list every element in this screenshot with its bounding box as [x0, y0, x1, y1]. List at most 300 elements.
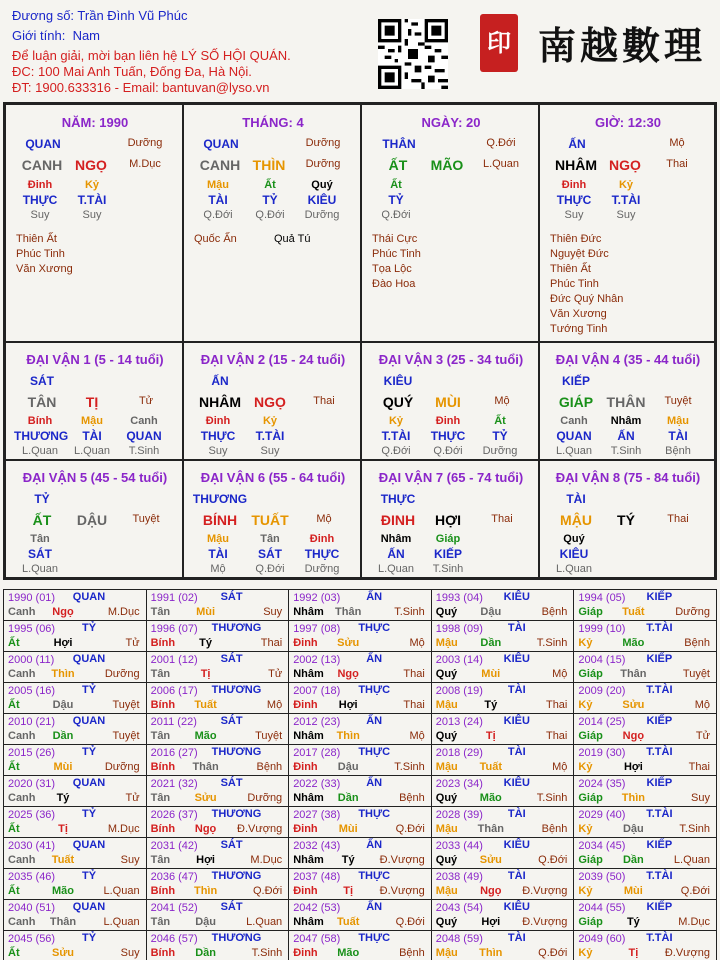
hidden-life: Suy	[564, 209, 584, 221]
year-cell[interactable]	[146, 807, 289, 838]
year-cell[interactable]	[431, 652, 574, 683]
year-branch: Thìn	[193, 885, 218, 897]
year-life: T.Sinh	[679, 823, 710, 835]
year-stem: Mậu	[435, 885, 458, 897]
year-life: Thai	[545, 699, 568, 711]
year-row	[4, 683, 717, 714]
year-cell[interactable]	[574, 838, 717, 869]
year-god: KIÊU	[503, 715, 530, 727]
year-label: 1991 (02)	[150, 592, 198, 604]
year-cell-box	[289, 900, 431, 930]
dai-van-8[interactable]	[539, 460, 715, 578]
pillar-branch-life: M.Dục	[129, 158, 161, 170]
pillar-branch: NGỌ	[75, 157, 107, 173]
year-branch: Dần	[195, 947, 216, 959]
year-stem: Quý	[435, 916, 458, 928]
year-stem: Mậu	[435, 637, 458, 649]
year-god: KIÊU	[503, 777, 530, 789]
year-god: T.TÀI	[646, 684, 673, 696]
year-cell-box	[574, 590, 716, 620]
year-label: 2048 (59)	[435, 933, 483, 945]
year-stem: Canh	[8, 606, 36, 618]
year-cell[interactable]	[146, 621, 289, 652]
year-cell[interactable]	[4, 714, 147, 745]
pillar-stem: CANH	[21, 157, 63, 173]
year-branch: Tý	[341, 854, 355, 866]
year-label: 2025 (36)	[8, 809, 56, 821]
year-cell[interactable]	[574, 621, 717, 652]
gender-line: Giới tính: Nam	[12, 28, 101, 43]
pillar-stem-life: Mộ	[669, 137, 685, 149]
dai-van-title: ĐẠI VẬN 3 (25 - 34 tuổi)	[378, 352, 524, 367]
year-stem: Canh	[8, 792, 36, 804]
hidden-stem: Kỷ	[388, 415, 404, 427]
year-stem: Canh	[8, 916, 36, 928]
year-god: KIÊU	[503, 839, 530, 851]
year-row	[4, 931, 717, 960]
year-god: TỶ	[81, 684, 97, 696]
year-cell[interactable]	[431, 776, 574, 807]
year-cell-box	[4, 621, 146, 651]
year-branch: Hợi	[338, 699, 358, 711]
year-cell-box	[4, 590, 146, 620]
hidden-god: ẤN	[617, 429, 635, 443]
dai-van-title: ĐẠI VẬN 8 (75 - 84 tuổi)	[555, 470, 701, 485]
year-cell-box	[147, 745, 289, 775]
hidden-life: Dưỡng	[482, 445, 518, 457]
year-life: T.Sinh	[536, 637, 568, 649]
year-cell[interactable]	[289, 652, 432, 683]
hidden-life: Q.Đới	[203, 209, 233, 221]
year-life: L.Quan	[246, 916, 283, 928]
year-cell-box	[289, 838, 431, 868]
year-cell[interactable]	[4, 745, 147, 776]
year-life: Thai	[260, 637, 283, 649]
year-life: M.Dục	[107, 823, 140, 835]
dai-van-branch-life: Thai	[313, 395, 335, 407]
dai-van-branch-life: Mộ	[494, 395, 510, 407]
dai-van-god: KIÊU	[383, 374, 413, 388]
year-life: L.Quan	[103, 916, 140, 928]
year-label: 2021 (32)	[150, 778, 198, 790]
year-cell[interactable]	[4, 621, 147, 652]
year-god: TỶ	[81, 746, 97, 758]
dai-van-branch: NGỌ	[254, 394, 286, 410]
year-stem: Nhâm	[293, 730, 324, 742]
year-cell[interactable]	[431, 838, 574, 869]
year-label: 2029 (40)	[578, 809, 626, 821]
dai-van-2[interactable]	[183, 342, 361, 460]
hidden-god: KIẾP	[433, 547, 462, 561]
year-cell-box	[432, 683, 574, 713]
year-stem: Quý	[435, 854, 458, 866]
year-branch: Mùi	[196, 606, 216, 618]
dai-van-stem: GIÁP	[558, 394, 594, 410]
year-life: Mộ	[266, 699, 283, 711]
dai-van-stem: NHÂM	[199, 394, 241, 410]
year-label: 2035 (46)	[8, 871, 56, 883]
year-cell[interactable]	[431, 807, 574, 838]
year-branch: Tý	[484, 699, 498, 711]
year-cell[interactable]	[289, 869, 432, 900]
hidden-stem: Đinh	[27, 179, 53, 191]
year-cell-box	[574, 745, 716, 775]
year-cell[interactable]	[574, 714, 717, 745]
hidden-god: TÀI	[82, 429, 102, 443]
year-life: Đ.Vượng	[237, 823, 283, 835]
year-cell-box	[147, 776, 289, 806]
year-cell-box	[432, 714, 574, 744]
year-cell[interactable]	[289, 683, 432, 714]
year-branch: Thìn	[621, 792, 645, 804]
year-life: Tử	[125, 792, 140, 804]
dai-van-god: SÁT	[30, 374, 54, 388]
year-cell-box	[574, 900, 716, 930]
year-god: QUAN	[72, 901, 106, 913]
year-branch: Mão	[194, 730, 217, 742]
hidden-stem: Kỷ	[84, 179, 100, 191]
year-stem: Bính	[150, 637, 176, 649]
hidden-stem: Kỷ	[618, 179, 634, 191]
year-life: Dưỡng	[247, 792, 283, 804]
year-cell[interactable]	[4, 683, 147, 714]
year-cell[interactable]	[574, 652, 717, 683]
year-god: SÁT	[220, 839, 243, 851]
year-god: THỰC	[358, 684, 391, 696]
hidden-god: SÁT	[28, 547, 52, 561]
year-god: SÁT	[220, 591, 243, 603]
dai-van-6[interactable]	[183, 460, 361, 578]
hidden-life: L.Quan	[555, 445, 593, 457]
year-cell-box	[289, 807, 431, 837]
year-branch: Dậu	[52, 699, 74, 711]
year-label: 2037 (48)	[293, 871, 341, 883]
hidden-life: Q.Đới	[255, 563, 285, 575]
hidden-life: L.Quan	[555, 563, 593, 575]
year-cell-box	[432, 869, 574, 899]
year-cell[interactable]	[431, 683, 574, 714]
hidden-god: THỰC	[304, 547, 340, 561]
year-stem: Kỷ	[578, 885, 593, 897]
qr-code-icon[interactable]	[378, 19, 448, 89]
year-label: 1998 (09)	[435, 623, 483, 635]
hidden-stem: Canh	[560, 415, 588, 427]
year-label: 2023 (34)	[435, 778, 483, 790]
pillar-stem-god: THÂN	[382, 137, 416, 151]
year-life: Tử	[125, 637, 140, 649]
calligraphy-logo: 南越數理	[538, 23, 707, 68]
annual-luck-table	[3, 589, 717, 960]
year-god: TÀI	[507, 808, 526, 820]
year-cell[interactable]	[574, 590, 717, 621]
year-cell[interactable]	[289, 714, 432, 745]
year-cell[interactable]	[4, 590, 147, 621]
year-branch: Dậu	[337, 761, 359, 773]
dai-van-7[interactable]	[361, 460, 539, 578]
year-cell-box	[4, 776, 146, 806]
shensha-star: Quốc Ấn	[194, 233, 237, 245]
year-label: 2017 (28)	[293, 747, 341, 759]
year-cell[interactable]	[289, 745, 432, 776]
year-cell[interactable]	[431, 590, 574, 621]
year-label: 2009 (20)	[578, 685, 626, 697]
dai-van-title: ĐẠI VẬN 2 (15 - 24 tuổi)	[200, 352, 346, 367]
year-cell[interactable]	[574, 900, 717, 931]
year-god: T.TÀI	[646, 622, 673, 634]
hidden-god: KIÊU	[307, 193, 337, 207]
dai-van-1[interactable]	[5, 342, 183, 460]
year-cell[interactable]	[289, 590, 432, 621]
dai-van-5[interactable]	[5, 460, 183, 578]
year-cell[interactable]	[289, 838, 432, 869]
year-cell[interactable]	[289, 621, 432, 652]
hidden-god: TÀI	[208, 193, 228, 207]
year-cell[interactable]	[289, 776, 432, 807]
hidden-stem: Ất	[494, 415, 506, 427]
hidden-stem: Nhâm	[610, 415, 642, 427]
year-stem: Giáp	[578, 792, 603, 804]
hidden-god: TÀI	[208, 547, 228, 561]
year-label: 1994 (05)	[578, 592, 626, 604]
year-branch: Tị	[628, 947, 639, 959]
year-cell[interactable]	[146, 900, 289, 931]
year-cell[interactable]	[146, 683, 289, 714]
year-branch: Tị	[485, 730, 496, 742]
year-cell-box	[147, 621, 289, 651]
year-stem: Đinh	[293, 947, 318, 959]
year-cell[interactable]	[431, 869, 574, 900]
year-cell[interactable]	[431, 745, 574, 776]
year-cell[interactable]	[4, 838, 147, 869]
year-cell[interactable]	[431, 931, 574, 960]
year-life: Suy	[120, 947, 140, 959]
year-cell[interactable]	[4, 807, 147, 838]
dai-van-3[interactable]	[361, 342, 539, 460]
year-god: TÀI	[507, 870, 526, 882]
hidden-stem: Đinh	[561, 179, 587, 191]
year-life: Mộ	[694, 699, 710, 711]
dai-van-branch-life: Thai	[667, 513, 689, 525]
year-branch: Thân	[192, 761, 219, 773]
year-god: THƯƠNG	[211, 684, 262, 696]
year-label: 2018 (29)	[435, 747, 483, 759]
hidden-stem: Đinh	[205, 415, 231, 427]
year-life: L.Quan	[103, 885, 140, 897]
hidden-life: T.Sinh	[128, 445, 160, 457]
year-branch: Dậu	[622, 823, 644, 835]
hidden-stem: Ất	[264, 179, 276, 191]
year-god: TÀI	[507, 932, 526, 944]
year-life: Bệnh	[399, 792, 425, 804]
year-stem: Ất	[8, 761, 20, 773]
year-cell[interactable]	[4, 776, 147, 807]
year-cell-box	[574, 776, 716, 806]
shensha-star: Phúc Tinh	[550, 278, 599, 290]
year-god: KIÊU	[503, 901, 530, 913]
year-life: Mộ	[552, 761, 568, 773]
year-life: Q.Đới	[395, 823, 425, 835]
year-life: Đ.Vượng	[664, 947, 710, 959]
year-cell[interactable]	[431, 900, 574, 931]
year-cell[interactable]	[289, 900, 432, 931]
pillar-stem-god: QUAN	[203, 137, 239, 151]
year-stem: Tân	[150, 730, 171, 742]
year-life: Dưỡng	[104, 668, 140, 680]
year-branch: Mão	[337, 947, 360, 959]
year-label: 2049 (60)	[578, 933, 626, 945]
year-cell-box	[147, 683, 289, 713]
year-god: THƯƠNG	[211, 870, 262, 882]
year-cell-box	[147, 869, 289, 899]
year-god: ẤN	[366, 591, 383, 603]
year-branch: Thân	[620, 668, 647, 680]
year-life: Tử	[268, 668, 283, 680]
pillar-0	[5, 104, 183, 342]
year-cell[interactable]	[146, 745, 289, 776]
pillar-branch-life: Thai	[666, 158, 688, 170]
hidden-god: TỶ	[388, 193, 404, 207]
year-god: THỰC	[358, 808, 391, 820]
year-stem: Kỷ	[578, 947, 593, 959]
year-cell[interactable]	[4, 931, 147, 960]
year-cell-box	[574, 621, 716, 651]
year-cell-box	[4, 869, 146, 899]
year-cell[interactable]	[574, 745, 717, 776]
year-cell[interactable]	[146, 652, 289, 683]
hidden-life: Dưỡng	[304, 563, 340, 575]
hidden-stem: Tân	[30, 533, 50, 545]
year-cell[interactable]	[574, 931, 717, 960]
hidden-god: THƯƠNG	[14, 429, 69, 443]
year-god: QUAN	[72, 591, 106, 603]
year-cell[interactable]	[574, 776, 717, 807]
year-label: 2003 (14)	[435, 654, 483, 666]
year-life: Tử	[695, 730, 710, 742]
year-god: T.TÀI	[646, 932, 673, 944]
year-stem: Kỷ	[578, 823, 593, 835]
year-cell[interactable]	[431, 621, 574, 652]
year-branch: Tý	[199, 637, 213, 649]
year-cell[interactable]	[574, 807, 717, 838]
year-stem: Tân	[150, 916, 171, 928]
year-cell[interactable]	[289, 931, 432, 960]
year-cell[interactable]	[574, 869, 717, 900]
year-cell[interactable]	[574, 683, 717, 714]
year-stem: Bính	[150, 885, 176, 897]
year-cell[interactable]	[4, 869, 147, 900]
hidden-stem: Giáp	[435, 533, 461, 545]
hidden-god: THỰC	[556, 193, 592, 207]
year-life: Q.Đới	[680, 885, 710, 897]
dai-van-branch-life: Tuyệt	[664, 395, 692, 407]
year-life: Bệnh	[684, 637, 710, 649]
year-branch: Tuất	[51, 854, 75, 866]
year-god: ẤN	[366, 777, 383, 789]
year-stem: Nhâm	[293, 854, 324, 866]
year-branch: Tý	[56, 792, 70, 804]
dai-van-branch: DẬU	[76, 512, 108, 528]
year-branch: Sửu	[337, 637, 360, 649]
dai-van-branch: THÂN	[606, 394, 646, 410]
year-stem: Giáp	[578, 916, 603, 928]
year-stem: Ất	[8, 947, 20, 959]
year-cell-box	[147, 714, 289, 744]
year-branch: Dần	[480, 637, 502, 649]
year-cell[interactable]	[146, 590, 289, 621]
hidden-life: Q.Đới	[255, 209, 285, 221]
year-god: QUAN	[72, 839, 106, 851]
year-cell[interactable]	[146, 714, 289, 745]
hidden-life: Q.Đới	[433, 445, 463, 457]
shensha-star: Thiên Đức	[550, 233, 602, 245]
year-cell[interactable]	[431, 714, 574, 745]
year-cell-box	[289, 714, 431, 744]
year-stem: Canh	[8, 668, 36, 680]
year-god: THƯƠNG	[211, 932, 262, 944]
year-cell[interactable]	[146, 838, 289, 869]
pillar-2	[361, 104, 539, 342]
shensha-star: Đào Hoa	[372, 278, 416, 290]
year-life: Đ.Vượng	[379, 854, 425, 866]
year-branch: Tị	[58, 823, 68, 835]
year-god: SÁT	[220, 777, 243, 789]
year-stem: Đinh	[293, 823, 318, 835]
year-god: KIÊU	[503, 591, 530, 603]
hidden-stem: Kỷ	[262, 415, 278, 427]
year-cell[interactable]	[4, 900, 147, 931]
year-god: ẤN	[366, 653, 383, 665]
shensha-star: Văn Xương	[16, 263, 73, 275]
year-label: 2028 (39)	[435, 809, 483, 821]
year-life: Mộ	[409, 730, 425, 742]
dai-van-title: ĐẠI VẬN 4 (35 - 44 tuổi)	[555, 352, 701, 367]
year-stem: Nhâm	[293, 668, 324, 680]
year-cell[interactable]	[289, 807, 432, 838]
shensha-star: Tọa Lộc	[372, 263, 412, 275]
year-cell-box	[4, 683, 146, 713]
year-cell-box	[289, 652, 431, 682]
year-life: T.Sinh	[536, 792, 568, 804]
year-label: 1996 (07)	[150, 623, 198, 635]
year-cell-box	[432, 745, 574, 775]
year-cell[interactable]	[146, 931, 289, 960]
year-god: KIẾP	[646, 653, 673, 665]
year-row	[4, 745, 717, 776]
year-cell[interactable]	[146, 776, 289, 807]
dai-van-4[interactable]	[539, 342, 715, 460]
year-life: T.Sinh	[251, 947, 283, 959]
pillar-title: GIỜ: 12:30	[594, 115, 661, 130]
year-branch: Tuất	[194, 699, 217, 711]
shensha-star: Phúc Tinh	[16, 248, 65, 260]
dai-van-god: TỶ	[34, 492, 50, 506]
year-god: ẤN	[366, 901, 383, 913]
year-label: 2047 (58)	[293, 933, 341, 945]
year-label: 2041 (52)	[150, 902, 198, 914]
hidden-stem: Canh	[130, 415, 158, 427]
year-branch: Dậu	[480, 606, 502, 618]
year-label: 2007 (18)	[293, 685, 341, 697]
pillar-stem: NHÂM	[555, 157, 597, 173]
year-cell[interactable]	[146, 869, 289, 900]
year-branch: Mão	[622, 637, 645, 649]
hidden-god: TỶ	[492, 429, 508, 443]
year-cell-box	[4, 807, 146, 837]
year-label: 2004 (15)	[578, 654, 626, 666]
year-cell-box	[4, 900, 146, 930]
hidden-god: QUAN	[126, 429, 162, 443]
year-cell[interactable]	[4, 652, 147, 683]
